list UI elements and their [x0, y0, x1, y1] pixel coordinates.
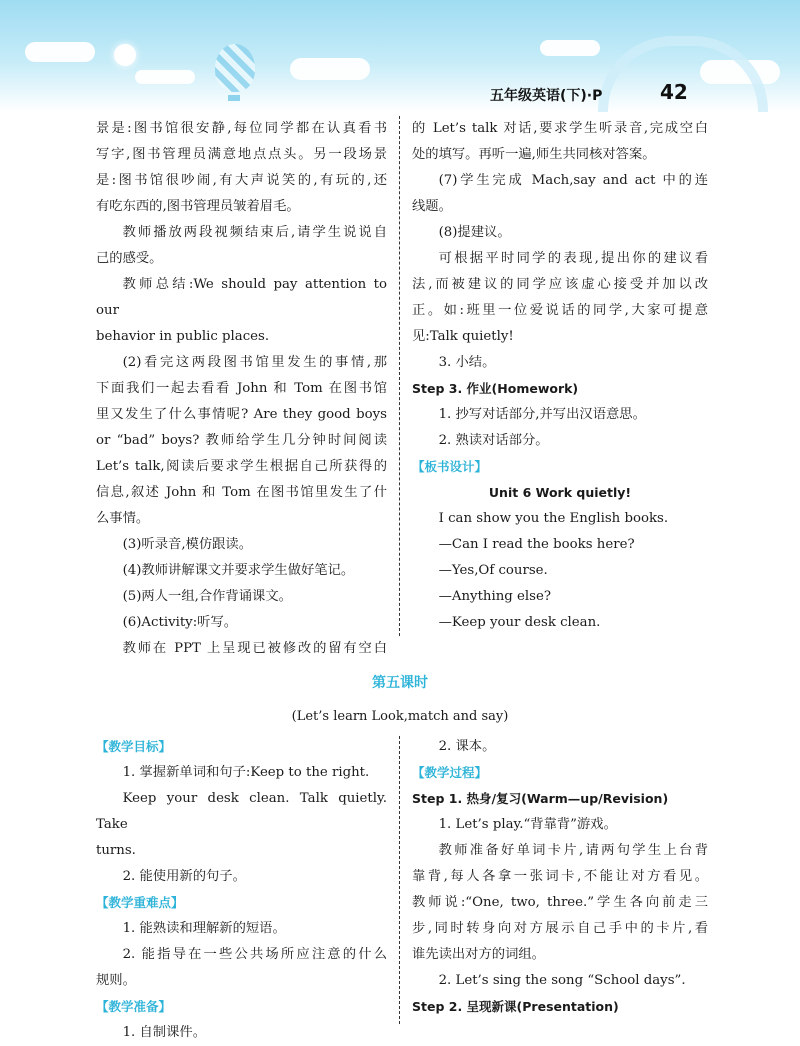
text-line: (2)看完这两段图书馆里发生的事情,那 [122, 355, 387, 370]
section-title: 第五课时 [372, 675, 428, 691]
text-line: 己的感受。 [96, 251, 163, 266]
text-line: behavior in public places. [96, 329, 270, 344]
text-line: 1. Let’s play.“背靠背”游戏。 [438, 817, 617, 832]
text-line: (5)两人一组,合作背诵课文。 [122, 589, 292, 604]
step-heading: Step 2. 呈现新课(Presentation) [412, 999, 619, 1014]
page-number: 42 [660, 80, 688, 104]
column-divider [399, 116, 400, 636]
text-line: 可根据平时同学的表现,提出你的建议看 [438, 251, 708, 266]
cloud-decoration [25, 42, 95, 62]
text-line: 1. 自制课件。 [122, 1025, 206, 1040]
text-line: 教师说:“One, two, three.”学生各向前走三 [412, 895, 708, 910]
text-line: —Keep your desk clean. [438, 615, 601, 630]
text-line: 线题。 [412, 199, 452, 214]
text-line: 写字,图书管理员满意地点点头。另一段场景 [96, 147, 387, 162]
text-line: —Anything else? [438, 589, 551, 604]
text-line: I can show you the English books. [438, 511, 669, 526]
text-line: 处的填写。再听一遍,师生共同核对答案。 [412, 147, 656, 162]
hot-air-balloon-icon [215, 44, 255, 92]
text-line: 教师准备好单词卡片,请两句学生上台背 [438, 843, 708, 858]
column-divider [399, 736, 400, 1024]
text-line: 的 Let’s talk 对话,要求学生听录音,完成空白 [412, 121, 708, 136]
text-line: 下面我们一起去看看 John 和 Tom 在图书馆 [96, 381, 387, 396]
step-heading: Step 3. 作业(Homework) [412, 381, 579, 396]
text-line: 2. 熟读对话部分。 [438, 433, 549, 448]
text-line: 教师在 PPT 上呈现已被修改的留有空白 [122, 641, 387, 656]
text-line: (7)学生完成 Mach,say and act 中的连 [438, 173, 708, 188]
text-line: 2. Let’s sing the song “School days”. [438, 973, 686, 988]
cloud-decoration [135, 70, 195, 84]
section-tag: 【教学准备】 [96, 999, 172, 1014]
blackboard-title: Unit 6 Work quietly! [488, 485, 632, 500]
top-right-column [412, 116, 708, 636]
step-heading: Step 1. 热身/复习(Warm—up/Revision) [412, 791, 669, 806]
text-line: (8)提建议。 [438, 225, 511, 240]
text-line: (3)听录音,模仿跟读。 [122, 537, 253, 552]
section-tag: 【教学重难点】 [96, 895, 184, 910]
text-line: 1. 抄写对话部分,并写出汉语意思。 [438, 407, 646, 422]
text-line: Let’s talk,阅读后要求学生根据自己所获得的 [96, 459, 387, 474]
text-line: 见:Talk quietly! [412, 329, 514, 344]
text-line: 有吃东西的,图书管理员皱着眉毛。 [96, 199, 300, 214]
header-banner [0, 0, 800, 112]
text-line: 3. 小结。 [438, 355, 496, 370]
bottom-left-column [96, 734, 387, 1046]
text-line: 1. 掌握新单词和句子:Keep to the right. [122, 765, 370, 780]
text-line: 2. 课本。 [438, 739, 496, 754]
text-line: 信息,叙述 John 和 Tom 在图书馆里发生了什 [96, 485, 387, 500]
section-tag: 【板书设计】 [412, 459, 488, 474]
text-line: 教师总结:We should pay attention to our [96, 277, 387, 318]
text-line: 2. 能使用新的句子。 [122, 869, 246, 884]
text-line: —Yes,Of course. [438, 563, 548, 578]
text-line: (4)教师讲解课文并要求学生做好笔记。 [122, 563, 355, 578]
sun-icon [114, 44, 136, 66]
section-tag: 【教学过程】 [412, 765, 488, 780]
text-line: 正。如:班里一位爱说话的同学,大家可提意 [412, 303, 708, 318]
bottom-right-column [412, 734, 708, 1020]
text-line: 是:图书馆很吵闹,有大声说笑的,有玩的,还 [96, 173, 387, 188]
text-line: 法,而被建议的同学应该虚心接受并加以改 [412, 277, 708, 292]
section-subtitle: (Let’s learn Look,match and say) [291, 709, 509, 724]
text-line: 1. 能熟读和理解新的短语。 [122, 921, 286, 936]
top-left-column [96, 116, 387, 662]
text-line: —Can I read the books here? [438, 537, 635, 552]
text-line: 教师播放两段视频结束后,请学生说说自 [122, 225, 387, 240]
balloon-basket-icon [228, 95, 240, 101]
text-line: or “bad” boys? 教师给学生几分钟时间阅读 [96, 433, 387, 448]
cloud-decoration [540, 40, 600, 56]
text-line: 靠背,每人各拿一张词卡,不能让对方看见。 [412, 869, 708, 884]
section-tag: 【教学目标】 [96, 739, 172, 754]
text-line: 景是:图书馆很安静,每位同学都在认真看书 [96, 121, 387, 136]
text-line: 规则。 [96, 973, 136, 988]
text-line: 么事情。 [96, 511, 150, 526]
text-line: turns. [96, 843, 136, 858]
text-line: 2. 能指导在一些公共场所应注意的什么 [122, 947, 387, 962]
text-line: 谁先读出对方的词组。 [412, 947, 545, 962]
text-line: Keep your desk clean. Talk quietly. Take [96, 791, 387, 832]
text-line: 步,同时转身向对方展示自己手中的卡片,看 [412, 921, 708, 936]
cloud-decoration [290, 58, 370, 80]
book-label: 五年级英语(下)·P [490, 88, 603, 104]
text-line: 里又发生了什么事情呢? Are they good boys [96, 407, 387, 422]
text-line: (6)Activity:听写。 [122, 615, 238, 630]
